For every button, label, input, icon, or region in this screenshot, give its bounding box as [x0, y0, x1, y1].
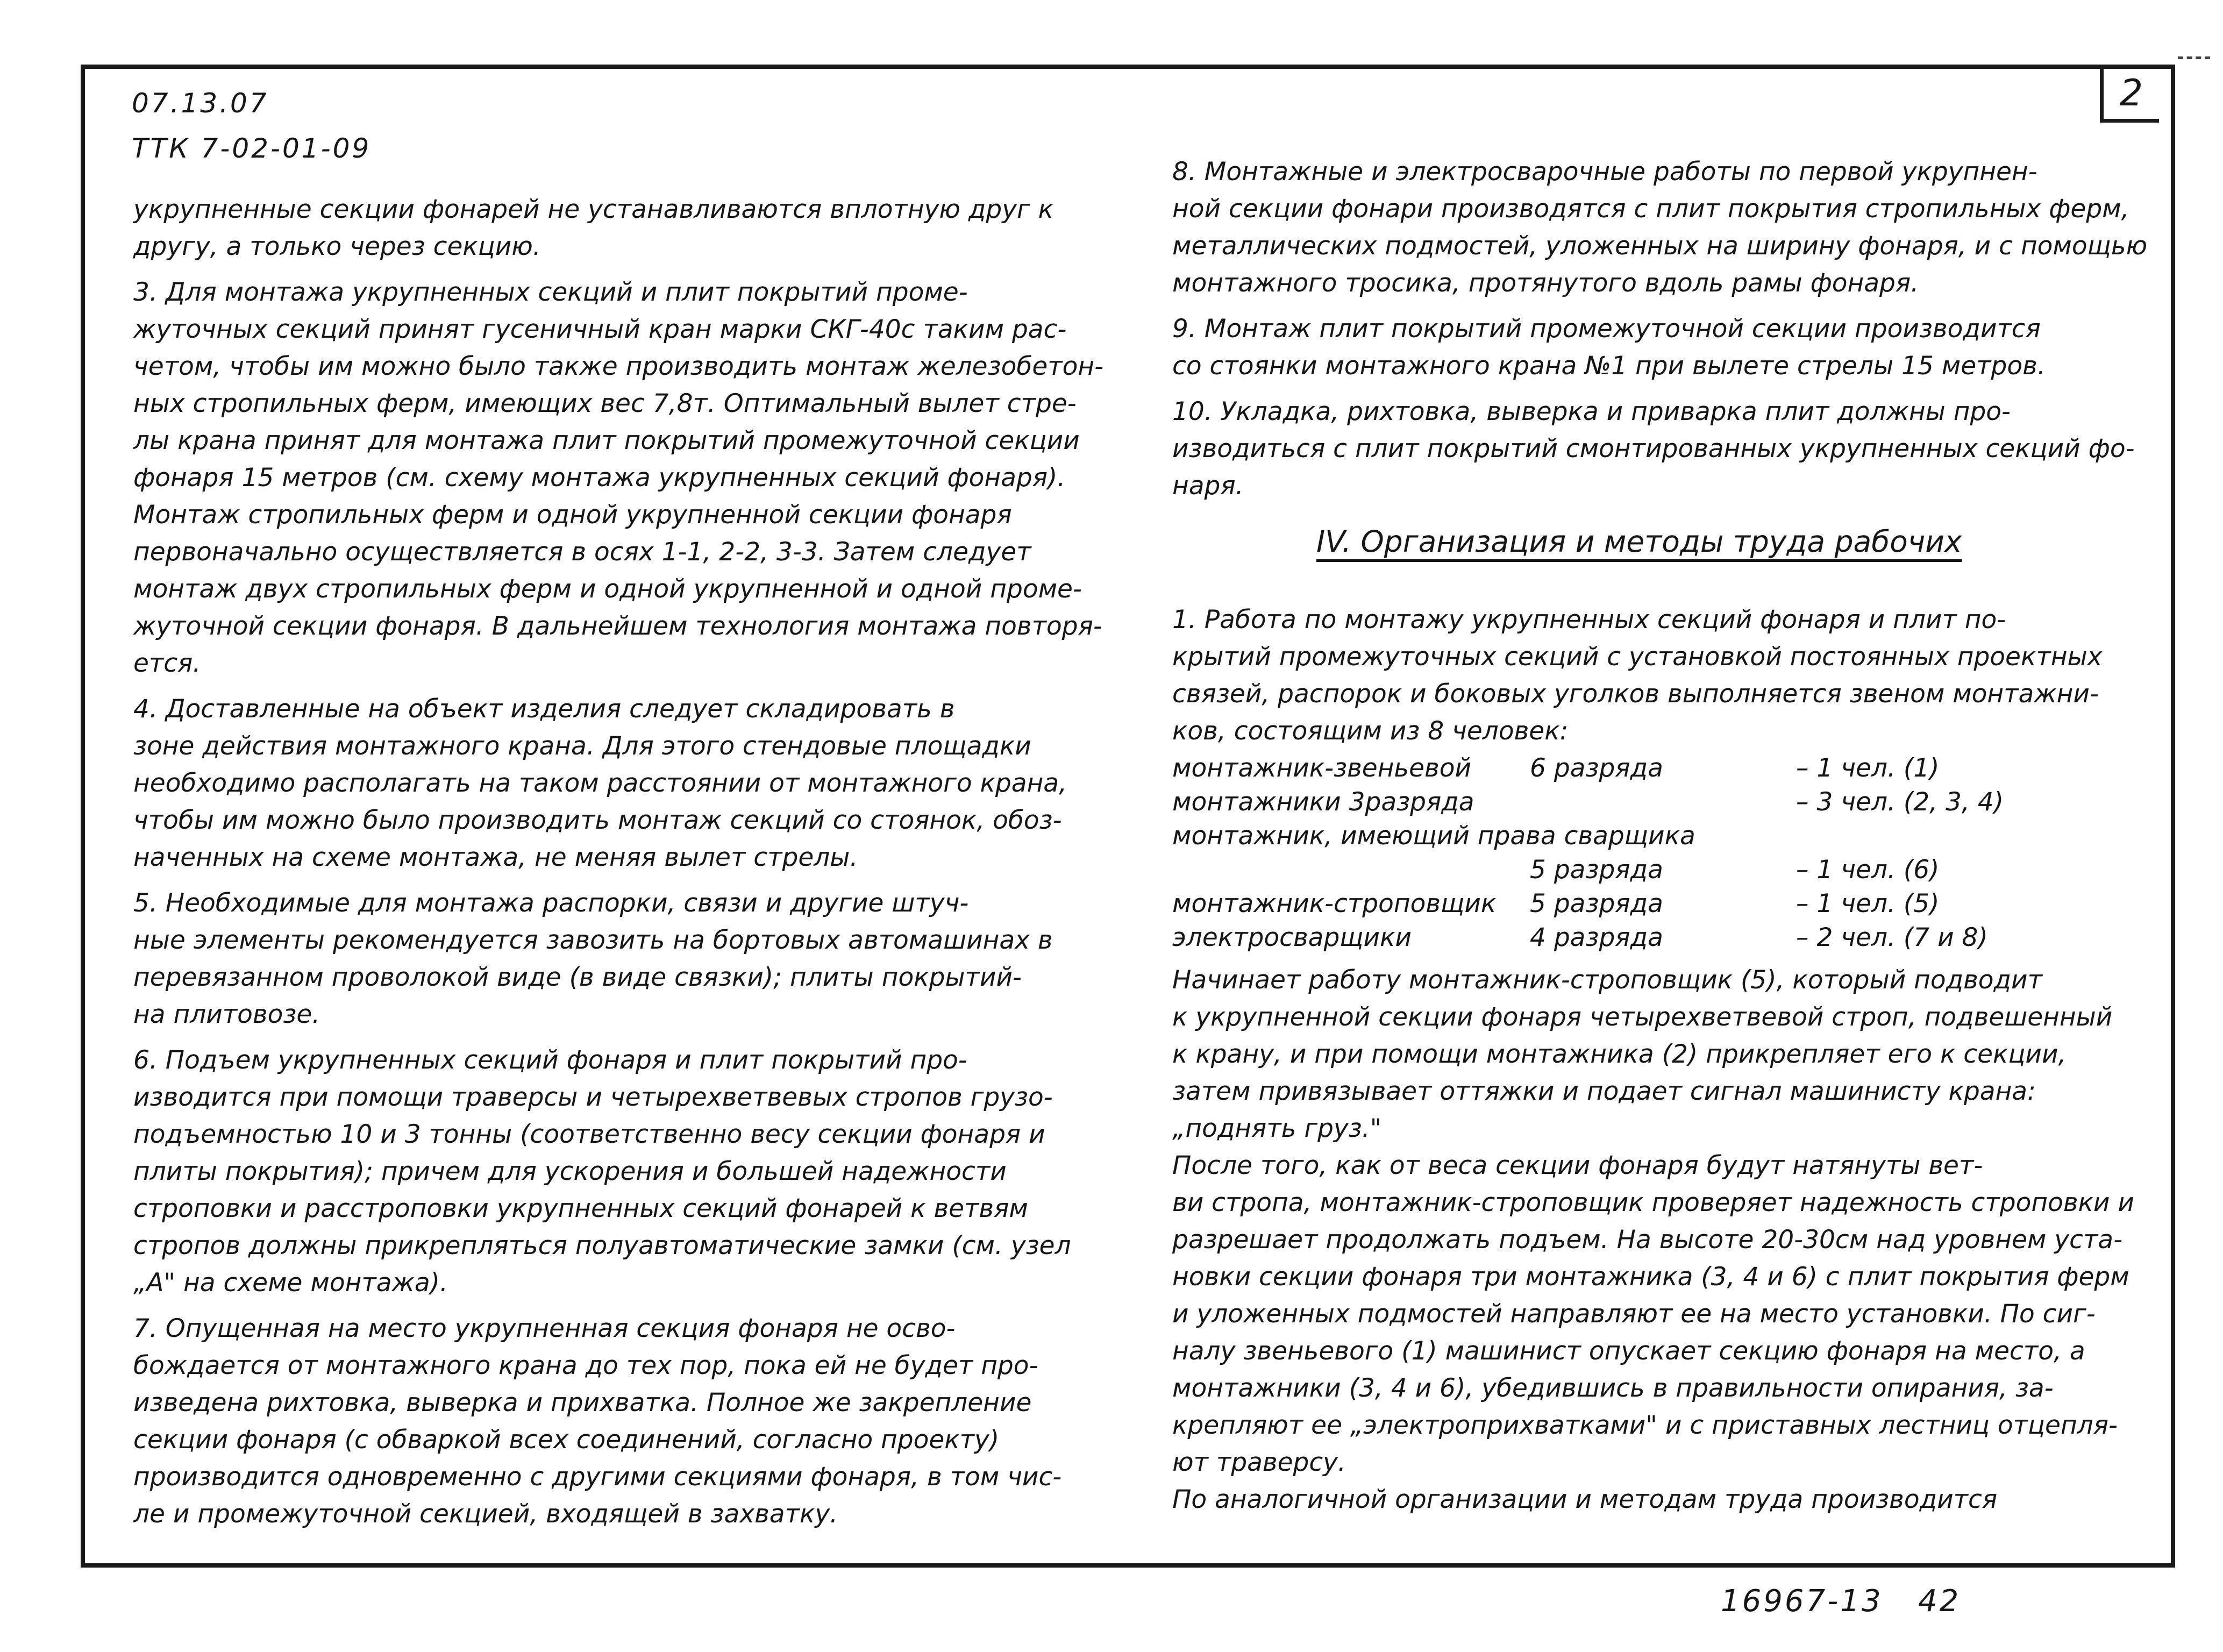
worker-count: – 2 чел. (7 и 8): [1796, 923, 1988, 952]
worker-role: электросварщики: [1172, 923, 1412, 952]
paragraph-7: 7. Опущенная на место укрупненная секция фонаря не осво- бождается от монтажного крана до тех пор, пока ей не будет про- изведена рихтовка, выверка и прихватка. Полное же закрепление секции фонаря (с обваркой всех соединений, согласно проекту) производится одновременно с другими секциями фонаря, в том чис- ле и промежуточной секцией, входящей в захватку.: [133, 1314, 1062, 1529]
header-code-1: 07.13.07: [132, 88, 269, 119]
section-paragraph-1: 1. Работа по монтажу укрупненных секций фонаря и плит по- крытий промежуточных секций с установкой постоянных проектных связей, распорок и боковых уголков выполняется звеном монтажни- ков, состоящим из 8 человек:: [1172, 605, 2103, 746]
worker-row: [1172, 919, 2167, 953]
paragraph-4: 4. Доставленные на объект изделия следует складировать в зоне действия монтажного крана. Для этого стендовые площадки необходимо располагать на таком расстоянии от монтажного крана, чтобы им можно было производить монтаж секций со стоянок, обоз- наченных на схеме монтажа, не меняя вылет стрелы.: [133, 694, 1067, 872]
section-paragraph-3: После того, как от веса секции фонаря будут натянуты вет- ви стропа, монтажник-строповщик проверяет надежность строповки и разрешает продолжать подъем. На высоте 20-30см над уровнем уста- новки секции фонаря три монтажника (3, 4 и 6) с плит покрытия ферм и уложенных подмостей направляют ее на место установки. По сиг- налу звеньевого (1) машинист опускает секцию фонаря на место, а монтажники (3, 4 и 6), убедившись в правильности опирания, за- крепляют ее „электроприхватками" и с приставных лестниц отцепля- ют траверсу.: [1172, 1151, 2134, 1477]
paragraph-10: 10. Укладка, рихтовка, выверка и приварка плит должны про- изводиться с плит покрытий смонтированных укрупненных секций фо- наря.: [1172, 397, 2135, 501]
section-title: IV. Организация и методы труда рабочих: [1316, 524, 1962, 559]
worker-row: [1172, 885, 2167, 919]
header-code-2: ТТК 7-02-01-09: [132, 133, 372, 164]
paragraph-continuation: укрупненные секции фонарей не устанавливаются вплотную друг к другу, а только через секцию.: [133, 195, 1054, 261]
document-header: [132, 81, 371, 171]
worker-role: монтажник, имеющий права сварщика: [1172, 821, 1695, 851]
paragraph-8: 8. Монтажные и электросварочные работы по первой укрупнен- ной секции фонари производятся с плит покрытия стропильных ферм, металлических подмостей, уложенных на ширину фонаря, и с помощью монтажного тросика, протянутого вдоль рамы фонаря.: [1172, 157, 2148, 298]
section-paragraph-4: По аналогичной организации и методам труда производится: [1172, 1485, 1998, 1514]
worker-grade: 4 разряда: [1530, 923, 1663, 952]
paragraph-6: 6. Подъем укрупненных секций фонаря и плит покрытий про- изводится при помощи траверсы и четырехветвевых стропов грузо- подъемностью 10 и 3 тонны (соответственно весу секции фонаря и плиты покрытия); причем для ускорения и большей надежности строповки и расстроповки укрупненных секций фонарей к ветвям стропов должны прикрепляться полуавтоматические замки (см. узел „А" на схеме монтажа).: [133, 1045, 1071, 1298]
worker-row: [1172, 851, 2167, 885]
paragraph-5: 5. Необходимые для монтажа распорки, связи и другие штуч- ные элементы рекомендуется завозить на бортовых автомашинах в перевязанном проволокой виде (в виде связки); плиты покрытий- на плитовозе.: [133, 888, 1053, 1029]
left-column: [133, 191, 1128, 1533]
worker-count: – 3 чел. (2, 3, 4): [1796, 787, 2004, 817]
page-number: 2: [2100, 69, 2159, 123]
worker-role: монтажники 3разряда: [1172, 787, 1474, 817]
worker-grade: 6 разряда: [1530, 753, 1663, 783]
worker-count: – 1 чел. (5): [1796, 889, 1940, 918]
worker-count: – 1 чел. (1): [1796, 753, 1940, 783]
footer-code: 16967-13: [1721, 1584, 1883, 1619]
worker-role: монтажник-звеньевой: [1172, 753, 1472, 783]
worker-row: [1172, 784, 2167, 817]
footer-sheet: 42: [1918, 1584, 1961, 1619]
paragraph-3-cont: Монтаж стропильных ферм и одной укрупненной секции фонаря первоначально осуществляется в осях 1-1, 2-2, 3-3. Затем следует монтаж двух стропильных ферм и одной укрупненной и одной проме- жуточной секции фонаря. В дальнейшем технология монтажа повторя- ется.: [133, 500, 1102, 678]
corner-mark: [2178, 56, 2210, 59]
worker-count: – 1 чел. (6): [1796, 855, 1940, 885]
right-column: [1172, 153, 2167, 1518]
worker-role: монтажник-строповщик: [1172, 889, 1497, 918]
worker-row: [1172, 750, 2167, 784]
paragraph-3: 3. Для монтажа укрупненных секций и плит покрытий проме- жуточных секций принят гусеничный кран марки СКГ-40с таким рас- четом, чтобы им можно было также производить монтаж железобетон- ных стропильных ферм, имеющих вес 7,8т. Оптимальный вылет стре- лы крана принят для монтажа плит покрытий промежуточной секции фонаря 15 метров (см. схему монтажа укрупненных секций фонаря).: [133, 277, 1104, 493]
paragraph-9: 9. Монтаж плит покрытий промежуточной секции производится со стоянки монтажного крана №1 при вылете стрелы 15 метров.: [1172, 314, 2046, 381]
worker-row: [1172, 817, 2167, 851]
worker-grade: 5 разряда: [1530, 855, 1663, 885]
section-paragraph-2: Начинает работу монтажник-строповщик (5), который подводит к укрупненной секции фонаря четырехветвевой строп, подвешенный к крану, и при помощи монтажника (2) прикрепляет его к секции, затем привязывает оттяжки и подает сигнал машинисту крана: „поднять груз.": [1172, 965, 2113, 1143]
worker-list: [1172, 750, 2167, 953]
document-footer: [1721, 1584, 1961, 1619]
worker-grade: 5 разряда: [1530, 889, 1663, 918]
